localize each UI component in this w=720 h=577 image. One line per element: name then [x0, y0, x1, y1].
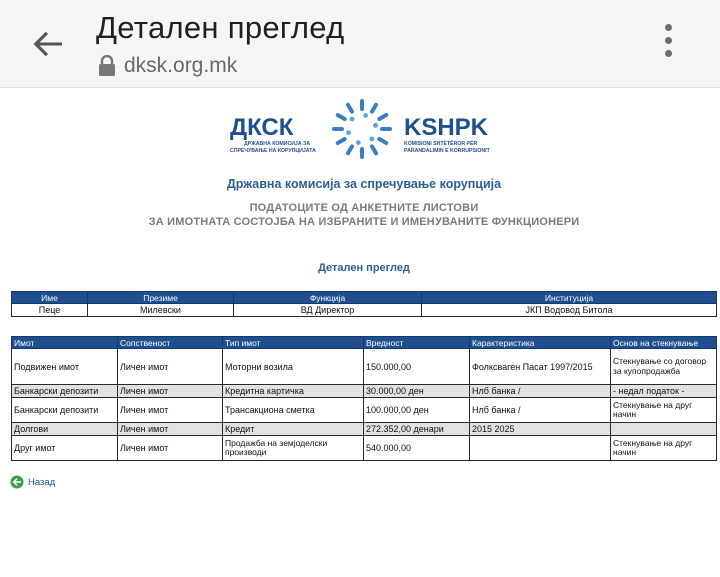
table-cell: Нлб банка / [470, 398, 611, 423]
table-cell: Кредит [223, 423, 364, 436]
table-cell [470, 436, 611, 461]
table-row [12, 436, 717, 461]
table-cell: Подвижен имот [12, 349, 118, 385]
url-bar[interactable] [98, 52, 237, 80]
table-row [12, 349, 717, 385]
table-cell: Банкарски депозити [12, 398, 118, 423]
table-cell: 100.000,00 ден [364, 398, 470, 423]
table-cell: - недал податок - [611, 385, 717, 398]
table-cell: Нлб банка / [470, 385, 611, 398]
table-cell: Стекнување на друг начин [611, 436, 717, 461]
table-row [12, 304, 717, 317]
table-cell: Фолксваген Пасат 1997/2015 [470, 349, 611, 385]
column-header: Сопственост [118, 337, 223, 349]
column-header: Презиме [88, 292, 234, 304]
page-content [0, 89, 720, 577]
institution-cell: ЈКП Водовод Битола [422, 304, 717, 317]
logo-right-text: KSHPK [404, 114, 489, 141]
lock-icon [98, 55, 116, 77]
function-cell: ВД Директор [234, 304, 422, 317]
table-cell: 30.000,00 ден [364, 385, 470, 398]
table-row [12, 385, 717, 398]
table-cell: Стекнување со договор за купопродажба [611, 349, 717, 385]
back-link[interactable] [10, 475, 55, 489]
table-cell: 150.000,00 [364, 349, 470, 385]
column-header: Институција [422, 292, 717, 304]
column-header: Функција [234, 292, 422, 304]
table-cell: Трансакциона сметка [223, 398, 364, 423]
table-cell: 2015 2025 [470, 423, 611, 436]
person-table [11, 291, 717, 317]
table-cell: Продажба на земјоделски производи [223, 436, 364, 461]
logo-right-caption-1: KOMISIONI SHTETËROR PËR [404, 141, 478, 147]
sunburst-icon [332, 99, 392, 159]
table-cell: Моторни возила [223, 349, 364, 385]
page-title: Детален преглед [96, 10, 345, 45]
column-header: Карактеристика [470, 337, 611, 349]
table-cell: Личен имот [118, 398, 223, 423]
table-cell: Долгови [12, 423, 118, 436]
table-cell: 540.000,00 [364, 436, 470, 461]
back-link-label[interactable]: Назад [28, 476, 56, 488]
back-arrow-icon[interactable] [28, 24, 68, 64]
table-row [12, 423, 717, 436]
back-circle-icon [10, 475, 24, 489]
column-header: Име [12, 292, 88, 304]
subtitle-line-1: ПОДАТОЦИТЕ ОД АНКЕТНИТЕ ЛИСТОВИ [249, 202, 479, 214]
logo-left-text: ДКСК [230, 114, 294, 141]
table-cell: Личен имот [118, 385, 223, 398]
column-header: Имот [12, 337, 118, 349]
table-cell: Стекнување на друг начин [611, 398, 717, 423]
column-header: Тип имот [223, 337, 364, 349]
detail-heading: Детален преглед [318, 262, 410, 274]
url-text: dksk.org.mk [124, 54, 238, 77]
assets-table-header [12, 337, 717, 349]
last-name-cell: Милевски [88, 304, 234, 317]
logo-left-caption-2: СПРЕЧУВАЊЕ НА КОРУПЦИЈАТА [230, 148, 316, 154]
organization-name: Државна комисија за спречување корупција [226, 177, 502, 191]
assets-table [11, 336, 717, 461]
more-vert-icon[interactable] [656, 24, 680, 64]
table-cell [611, 423, 717, 436]
logo-left-caption-1: ДРЖАВНА КОМИСИЈА ЗА [244, 141, 310, 147]
column-header: Вредност [364, 337, 470, 349]
logo-right-caption-2: PARANDALIMIN E KORRUPSIONIT [404, 148, 490, 154]
table-cell: Друг имот [12, 436, 118, 461]
table-cell: Банкарски депозити [12, 385, 118, 398]
table-cell: Кредитна картичка [223, 385, 364, 398]
first-name-cell: Пеце [12, 304, 88, 317]
dksk-logo [222, 97, 502, 167]
table-cell: Личен имот [118, 349, 223, 385]
subtitle-line-2: ЗА ИМОТНАТА СОСТОЈБА НА ИЗБРАНИТЕ И ИМЕНУВАНИТЕ ФУНКЦИОНЕРИ [148, 216, 580, 228]
browser-app-bar [0, 0, 720, 88]
table-row [12, 398, 717, 423]
column-header: Основ на стекнување [611, 337, 717, 349]
table-cell: Личен имот [118, 436, 223, 461]
table-cell: Личен имот [118, 423, 223, 436]
person-table-header [12, 292, 717, 304]
table-cell: 272.352,00 денари [364, 423, 470, 436]
